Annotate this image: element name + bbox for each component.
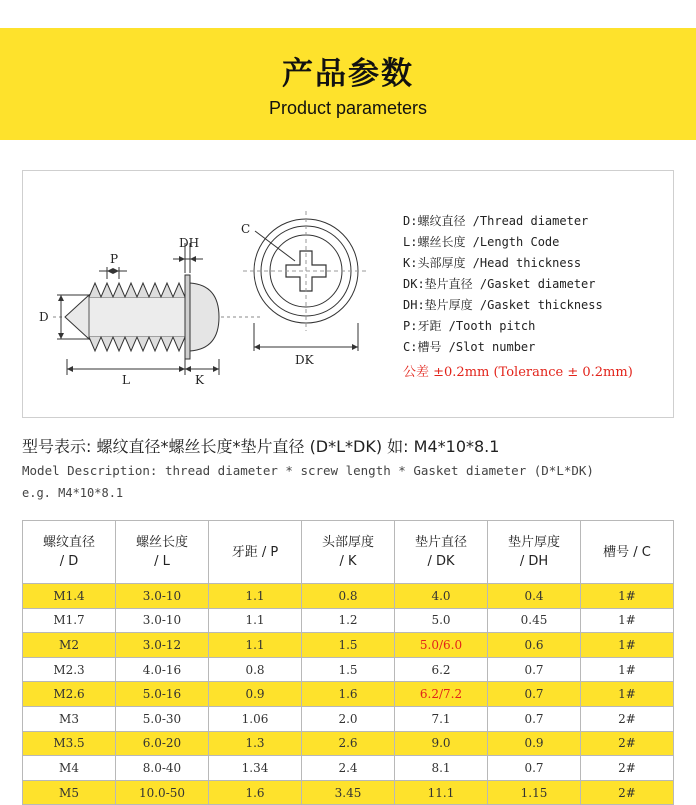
cell: 5.0/6.0 bbox=[395, 633, 488, 658]
model-example: e.g. M4*10*8.1 bbox=[22, 486, 124, 500]
page-subtitle: Product parameters bbox=[268, 98, 428, 118]
c-label: C bbox=[241, 222, 251, 236]
table-row bbox=[23, 780, 674, 805]
cell: M2.6 bbox=[23, 682, 116, 707]
cell: 0.45 bbox=[488, 608, 581, 633]
cell: 1# bbox=[581, 608, 674, 633]
cell: M3.5 bbox=[23, 731, 116, 756]
cell: 1# bbox=[581, 657, 674, 682]
cell: 1.2 bbox=[302, 608, 395, 633]
cell: 1.3 bbox=[209, 731, 302, 756]
header-gasket-thickness: 垫片厚度 / DH bbox=[488, 521, 581, 584]
page-title: 产品参数 bbox=[282, 56, 414, 92]
header-thread-diameter: 螺纹直径 / D bbox=[23, 521, 116, 584]
cell: 3.0-10 bbox=[116, 584, 209, 609]
cell: 2# bbox=[581, 706, 674, 731]
cell: 5.0 bbox=[395, 608, 488, 633]
cell: M1.4 bbox=[23, 584, 116, 609]
cell: 2.0 bbox=[302, 706, 395, 731]
header-tooth-pitch: 牙距 / P bbox=[209, 521, 302, 584]
dimension-legend bbox=[403, 211, 673, 384]
cell: 5.0-16 bbox=[116, 682, 209, 707]
table-row bbox=[23, 682, 674, 707]
cell: 3.0-10 bbox=[116, 608, 209, 633]
cell: 3.0-12 bbox=[116, 633, 209, 658]
table-row bbox=[23, 608, 674, 633]
cell: 3.45 bbox=[302, 780, 395, 805]
cell: 10.0-50 bbox=[116, 780, 209, 805]
cell: 6.2 bbox=[395, 657, 488, 682]
cell: 6.0-20 bbox=[116, 731, 209, 756]
cell: 1.06 bbox=[209, 706, 302, 731]
cell: 0.7 bbox=[488, 706, 581, 731]
p-label: P bbox=[110, 252, 119, 266]
legend-item: P:牙距 /Tooth pitch bbox=[403, 319, 536, 333]
table-row bbox=[23, 584, 674, 609]
cell: 0.4 bbox=[488, 584, 581, 609]
header-screw-length: 螺丝长度 / L bbox=[116, 521, 209, 584]
cell: 0.7 bbox=[488, 657, 581, 682]
cell: 0.8 bbox=[209, 657, 302, 682]
cell: 2# bbox=[581, 756, 674, 781]
cell: 1# bbox=[581, 682, 674, 707]
header-banner bbox=[0, 28, 696, 140]
cell: 5.0-30 bbox=[116, 706, 209, 731]
cell: 8.1 bbox=[395, 756, 488, 781]
cell: 0.7 bbox=[488, 682, 581, 707]
dk-label: DK bbox=[295, 353, 314, 367]
legend-item: D:螺纹直径 /Thread diameter bbox=[403, 214, 589, 228]
model-description-cn: 型号表示: 螺纹直径*螺丝长度*垫片直径 (D*L*DK) 如: M4*10*8.1 bbox=[22, 437, 500, 456]
cell: 1.34 bbox=[209, 756, 302, 781]
tolerance-note: 公差 ±0.2mm (Tolerance ± 0.2mm) bbox=[403, 365, 633, 380]
cell: 0.7 bbox=[488, 756, 581, 781]
table-row bbox=[23, 657, 674, 682]
d-label: D bbox=[39, 310, 49, 324]
header-head-thickness: 头部厚度 / K bbox=[302, 521, 395, 584]
cell: 0.8 bbox=[302, 584, 395, 609]
legend-item: K:头部厚度 /Head thickness bbox=[403, 256, 582, 270]
header-gasket-diameter: 垫片直径 / DK bbox=[395, 521, 488, 584]
cell: 2# bbox=[581, 731, 674, 756]
cell: 1.6 bbox=[302, 682, 395, 707]
cell: 6.2/7.2 bbox=[395, 682, 488, 707]
cell: 2# bbox=[581, 780, 674, 805]
model-description bbox=[22, 434, 682, 504]
table-header-row bbox=[23, 521, 674, 584]
cell: 8.0-40 bbox=[116, 756, 209, 781]
cell: 1.1 bbox=[209, 584, 302, 609]
cell: 0.6 bbox=[488, 633, 581, 658]
cell: M1.7 bbox=[23, 608, 116, 633]
cell: 7.1 bbox=[395, 706, 488, 731]
cell: 1.5 bbox=[302, 657, 395, 682]
cell: M2.3 bbox=[23, 657, 116, 682]
model-description-en: Model Description: thread diameter * screw length * Gasket diameter (D*L*DK) bbox=[22, 463, 594, 478]
parameters-table bbox=[22, 520, 674, 805]
legend-item: C:槽号 /Slot number bbox=[403, 340, 536, 354]
table-row bbox=[23, 756, 674, 781]
cell: 1# bbox=[581, 633, 674, 658]
k-label: K bbox=[195, 373, 204, 387]
cell: M4 bbox=[23, 756, 116, 781]
cell: 1.5 bbox=[302, 633, 395, 658]
cell: 1# bbox=[581, 584, 674, 609]
table-row bbox=[23, 633, 674, 658]
dh-label: DH bbox=[179, 236, 200, 250]
cell: 1.1 bbox=[209, 633, 302, 658]
cell: 2.6 bbox=[302, 731, 395, 756]
cell: 0.9 bbox=[209, 682, 302, 707]
cell: 1.15 bbox=[488, 780, 581, 805]
l-label: L bbox=[122, 373, 130, 387]
legend-item: DH:垫片厚度 /Gasket thickness bbox=[403, 298, 603, 312]
cell: 4.0 bbox=[395, 584, 488, 609]
cell: 11.1 bbox=[395, 780, 488, 805]
cell: 2.4 bbox=[302, 756, 395, 781]
cell: 1.1 bbox=[209, 608, 302, 633]
cell: M3 bbox=[23, 706, 116, 731]
cell: 4.0-16 bbox=[116, 657, 209, 682]
legend-item: L:螺丝长度 /Length Code bbox=[403, 235, 560, 249]
table-row bbox=[23, 731, 674, 756]
cell: 1.6 bbox=[209, 780, 302, 805]
legend-item: DK:垫片直径 /Gasket diameter bbox=[403, 277, 596, 291]
cell: 9.0 bbox=[395, 731, 488, 756]
header-slot-number: 槽号 / C bbox=[581, 521, 674, 584]
cell: 0.9 bbox=[488, 731, 581, 756]
cell: M2 bbox=[23, 633, 116, 658]
screw-diagram-panel bbox=[22, 170, 674, 418]
cell: M5 bbox=[23, 780, 116, 805]
table-row bbox=[23, 706, 674, 731]
